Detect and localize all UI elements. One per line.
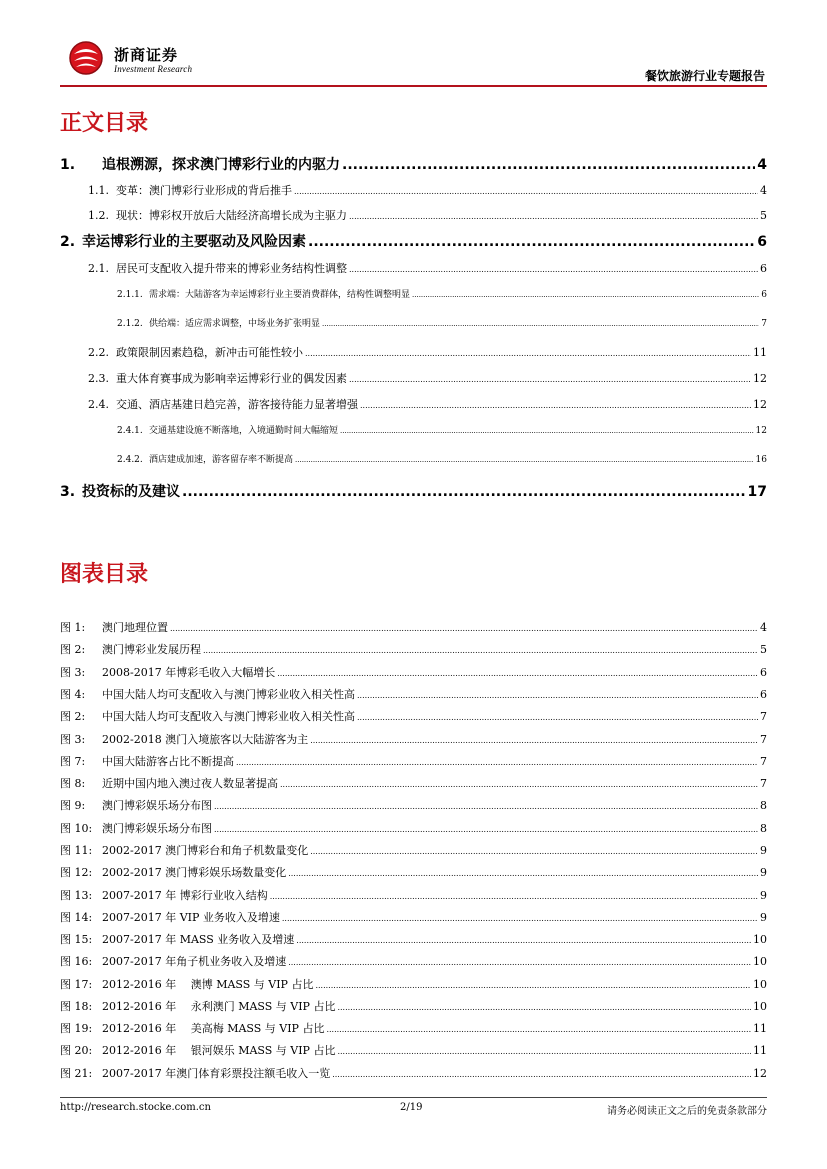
figure-page: 9 bbox=[760, 889, 767, 902]
figure-leader bbox=[296, 936, 751, 945]
toc-entry-text: 现状：博彩权开放后大陆经济高增长成为主驱力 bbox=[116, 209, 347, 222]
toc-entry-number: 1.2. bbox=[88, 209, 109, 222]
figure-text: 2002-2017 澳门博彩娱乐场数量变化 bbox=[102, 866, 287, 879]
figure-leader bbox=[326, 1025, 751, 1034]
toc-entry[interactable] bbox=[88, 260, 767, 276]
toc-entry-text: 居民可支配收入提升带来的博彩业务结构性调整 bbox=[116, 262, 347, 275]
figure-entry[interactable] bbox=[60, 864, 767, 880]
toc-leader bbox=[349, 375, 751, 384]
figure-label: 图 3: bbox=[60, 666, 86, 679]
figure-page: 10 bbox=[753, 955, 767, 968]
toc-entry-number: 2.4.1. bbox=[117, 426, 143, 436]
toc-entry-text: 幸运博彩行业的主要驱动及风险因素 bbox=[82, 234, 306, 250]
toc-entry[interactable] bbox=[117, 423, 767, 436]
figure-text: 澳门博彩娱乐场分布图 bbox=[102, 799, 212, 812]
figure-leader bbox=[310, 847, 758, 856]
figure-page: 4 bbox=[760, 621, 767, 634]
toc-leader bbox=[412, 291, 759, 299]
figure-label: 图 20: bbox=[60, 1044, 93, 1057]
figure-text: 中国大陆游客占比不断提高 bbox=[102, 755, 234, 768]
figure-label: 图 8: bbox=[60, 777, 86, 790]
toc-entry-text: 需求端：大陆游客为幸运博彩行业主要消费群体，结构性调整明显 bbox=[149, 290, 411, 300]
brand-name-en: Investment Research bbox=[114, 64, 193, 74]
toc-leader bbox=[182, 484, 746, 500]
toc-entry[interactable] bbox=[117, 452, 767, 465]
figure-entry[interactable] bbox=[60, 1020, 767, 1036]
figure-entry[interactable] bbox=[60, 775, 767, 791]
toc-entry[interactable] bbox=[88, 396, 767, 412]
toc-entry-page: 12 bbox=[753, 372, 767, 385]
figure-page: 7 bbox=[760, 755, 767, 768]
figure-text: 近期中国内地入澳过夜人数显著提高 bbox=[102, 777, 278, 790]
toc-title: 正文目录 bbox=[60, 111, 149, 136]
company-logo-icon bbox=[66, 40, 106, 76]
figure-entry[interactable] bbox=[60, 887, 767, 903]
figure-label: 图 2: bbox=[60, 710, 86, 723]
figure-label: 图 10: bbox=[60, 822, 93, 835]
figure-text: 澳门博彩娱乐场分布图 bbox=[102, 822, 212, 835]
figure-entry[interactable] bbox=[60, 753, 767, 769]
figure-text: 2007-2017 年澳门体育彩票投注额毛收入一览 bbox=[102, 1067, 331, 1080]
figure-page: 10 bbox=[753, 978, 767, 991]
figure-page: 10 bbox=[753, 1000, 767, 1013]
figure-page: 6 bbox=[760, 688, 767, 701]
figure-entry[interactable] bbox=[60, 686, 767, 702]
toc-entry-text: 追根溯源，探求澳门博彩行业的内驱力 bbox=[102, 157, 340, 173]
figure-leader bbox=[310, 736, 758, 745]
figure-page: 5 bbox=[760, 643, 767, 656]
toc-entry-page: 5 bbox=[760, 209, 767, 222]
figure-label: 图 14: bbox=[60, 911, 93, 924]
toc-entry-text: 酒店建成加速，游客留存率不断提高 bbox=[149, 455, 294, 465]
figures-title: 图表目录 bbox=[60, 562, 149, 587]
figure-entry[interactable] bbox=[60, 909, 767, 925]
figure-entry[interactable] bbox=[60, 731, 767, 747]
figure-page: 11 bbox=[753, 1044, 767, 1057]
figure-text: 2007-2017 年角子机业务收入及增速 bbox=[102, 955, 287, 968]
toc-leader bbox=[322, 320, 759, 328]
figure-label: 图 15: bbox=[60, 933, 93, 946]
figure-page: 12 bbox=[753, 1067, 767, 1080]
figure-entry[interactable] bbox=[60, 641, 767, 657]
figure-entry[interactable] bbox=[60, 820, 767, 836]
figure-leader bbox=[282, 914, 758, 923]
toc-entry-page: 16 bbox=[755, 455, 767, 465]
figure-page: 8 bbox=[760, 822, 767, 835]
toc-leader bbox=[349, 265, 758, 274]
toc-leader bbox=[308, 234, 755, 250]
toc-leader bbox=[342, 157, 755, 173]
figure-label: 图 2: bbox=[60, 643, 86, 656]
toc-leader bbox=[295, 456, 754, 464]
figure-entry[interactable] bbox=[60, 619, 767, 635]
figure-entry[interactable] bbox=[60, 664, 767, 680]
figure-leader bbox=[277, 669, 758, 678]
toc-entry-text: 交通、酒店基建日趋完善，游客接待能力显著增强 bbox=[116, 398, 358, 411]
figure-page: 7 bbox=[760, 777, 767, 790]
toc-entry[interactable] bbox=[117, 316, 767, 329]
toc-entry-text: 重大体育赛事成为影响幸运博彩行业的偶发因素 bbox=[116, 372, 347, 385]
figure-leader bbox=[203, 646, 758, 655]
toc-entry[interactable] bbox=[88, 370, 767, 386]
toc-entry-number: 2.1.1. bbox=[117, 290, 143, 300]
figure-text: 2012-2016 年 美高梅 MASS 与 VIP 占比 bbox=[102, 1022, 325, 1035]
figure-text: 2002-2018 澳门入境旅客以大陆游客为主 bbox=[102, 733, 309, 746]
figure-leader bbox=[270, 892, 758, 901]
toc-entry-number: 2.1. bbox=[88, 262, 109, 275]
toc-entry-page: 6 bbox=[761, 290, 767, 300]
figure-label: 图 11: bbox=[60, 844, 93, 857]
figure-leader bbox=[214, 825, 758, 834]
figure-leader bbox=[337, 1047, 751, 1056]
figure-page: 9 bbox=[760, 866, 767, 879]
figure-page: 7 bbox=[760, 733, 767, 746]
figure-entry[interactable] bbox=[60, 998, 767, 1014]
toc-entry[interactable] bbox=[88, 182, 767, 198]
figure-text: 2007-2017 年 MASS 业务收入及增速 bbox=[102, 933, 295, 946]
figure-leader bbox=[315, 981, 751, 990]
figure-page: 9 bbox=[760, 844, 767, 857]
figure-entry[interactable] bbox=[60, 708, 767, 724]
toc-entry-number: 2.4. bbox=[88, 398, 109, 411]
footer-disclaimer: 请务必阅读正文之后的免责条款部分 bbox=[607, 1106, 767, 1117]
figure-leader bbox=[170, 624, 758, 633]
figure-label: 图 19: bbox=[60, 1022, 93, 1035]
figure-page: 10 bbox=[753, 933, 767, 946]
toc-entry-page: 6 bbox=[760, 262, 767, 275]
toc-entry-number: 2.1.2. bbox=[117, 319, 143, 329]
toc-entry-number: 2.4.2. bbox=[117, 455, 143, 465]
toc-entry[interactable] bbox=[88, 207, 767, 223]
figure-page: 9 bbox=[760, 911, 767, 924]
figure-entry[interactable] bbox=[60, 797, 767, 813]
toc-entry-number: 1. bbox=[60, 157, 76, 173]
figure-leader bbox=[332, 1070, 751, 1079]
figure-label: 图 12: bbox=[60, 866, 93, 879]
toc-entry-text: 交通基建设施不断落地，入境通勤时间大幅缩短 bbox=[149, 426, 339, 436]
figure-leader bbox=[214, 802, 758, 811]
toc-entry[interactable] bbox=[60, 231, 767, 251]
figure-page: 6 bbox=[760, 666, 767, 679]
figure-text: 2012-2016 年 澳博 MASS 与 VIP 占比 bbox=[102, 978, 314, 991]
figure-label: 图 18: bbox=[60, 1000, 93, 1013]
figure-label: 图 7: bbox=[60, 755, 86, 768]
figure-leader bbox=[236, 758, 758, 767]
figure-text: 2008-2017 年博彩毛收入大幅增长 bbox=[102, 666, 276, 679]
toc-entry-number: 2.2. bbox=[88, 346, 109, 359]
toc-entry-text: 投资标的及建议 bbox=[82, 484, 180, 500]
toc-leader bbox=[349, 212, 758, 221]
figure-text: 2007-2017 年 VIP 业务收入及增速 bbox=[102, 911, 280, 924]
figure-leader bbox=[357, 713, 758, 722]
figure-text: 2012-2016 年 银河娱乐 MASS 与 VIP 占比 bbox=[102, 1044, 336, 1057]
figure-leader bbox=[280, 780, 758, 789]
toc-leader bbox=[305, 349, 751, 358]
figure-label: 图 4: bbox=[60, 688, 86, 701]
figure-text: 中国大陆人均可支配收入与澳门博彩业收入相关性高 bbox=[102, 688, 355, 701]
footer-url-link[interactable]: http://research.stocke.com.cn bbox=[60, 1102, 211, 1113]
toc-entry-page: 4 bbox=[760, 184, 767, 197]
header-divider bbox=[60, 85, 767, 87]
figure-text: 澳门地理位置 bbox=[102, 621, 168, 634]
toc-entry-number: 2.3. bbox=[88, 372, 109, 385]
figure-leader bbox=[288, 958, 751, 967]
toc-entry-page: 4 bbox=[757, 157, 767, 173]
toc-entry-text: 供给端：适应需求调整，中场业务扩张明显 bbox=[149, 319, 321, 329]
figure-entry[interactable] bbox=[60, 1042, 767, 1058]
toc-entry-number: 1.1. bbox=[88, 184, 109, 197]
figure-entry[interactable] bbox=[60, 1065, 767, 1081]
figure-text: 2007-2017 年 博彩行业收入结构 bbox=[102, 889, 268, 902]
toc-entry-text: 变革：澳门博彩行业形成的背后推手 bbox=[116, 184, 292, 197]
figure-label: 图 3: bbox=[60, 733, 86, 746]
toc-entry-page: 6 bbox=[757, 234, 767, 250]
toc-entry-page: 12 bbox=[753, 398, 767, 411]
report-type-label: 餐饮旅游行业专题报告 bbox=[644, 69, 765, 83]
figure-page: 8 bbox=[760, 799, 767, 812]
figure-label: 图 1: bbox=[60, 621, 86, 634]
figure-leader bbox=[288, 869, 758, 878]
figure-entry[interactable] bbox=[60, 976, 767, 992]
figure-label: 图 17: bbox=[60, 978, 93, 991]
toc-entry-number: 2. bbox=[60, 234, 76, 250]
figure-label: 图 9: bbox=[60, 799, 86, 812]
toc-entry-text: 政策限制因素趋稳，新冲击可能性较小 bbox=[116, 346, 303, 359]
toc-leader bbox=[340, 427, 754, 435]
footer-divider bbox=[60, 1097, 767, 1098]
toc-entry-page: 12 bbox=[755, 426, 767, 436]
toc-entry-number: 3. bbox=[60, 484, 76, 500]
figure-label: 图 21: bbox=[60, 1067, 93, 1080]
brand-name-cn: 浙商证券 bbox=[114, 46, 179, 64]
figure-leader bbox=[337, 1003, 751, 1012]
toc-entry-page: 11 bbox=[753, 346, 767, 359]
footer-page-number: 2/19 bbox=[400, 1102, 423, 1113]
figure-text: 中国大陆人均可支配收入与澳门博彩业收入相关性高 bbox=[102, 710, 355, 723]
toc-entry[interactable] bbox=[88, 344, 767, 360]
figure-text: 2012-2016 年 永利澳门 MASS 与 VIP 占比 bbox=[102, 1000, 336, 1013]
figure-entry[interactable] bbox=[60, 931, 767, 947]
figure-text: 澳门博彩业发展历程 bbox=[102, 643, 201, 656]
figure-page: 11 bbox=[753, 1022, 767, 1035]
figure-label: 图 13: bbox=[60, 889, 93, 902]
figure-text: 2002-2017 澳门博彩台和角子机数量变化 bbox=[102, 844, 309, 857]
figure-entry[interactable] bbox=[60, 842, 767, 858]
figure-entry[interactable] bbox=[60, 953, 767, 969]
toc-entry[interactable] bbox=[60, 154, 767, 174]
figure-label: 图 16: bbox=[60, 955, 93, 968]
figure-page: 7 bbox=[760, 710, 767, 723]
toc-entry-page: 7 bbox=[761, 319, 767, 329]
toc-entry[interactable] bbox=[117, 287, 767, 300]
figure-leader bbox=[357, 691, 758, 700]
toc-entry-page: 17 bbox=[747, 484, 767, 500]
toc-leader bbox=[360, 401, 751, 410]
toc-entry[interactable] bbox=[60, 481, 767, 501]
toc-leader bbox=[294, 187, 758, 196]
